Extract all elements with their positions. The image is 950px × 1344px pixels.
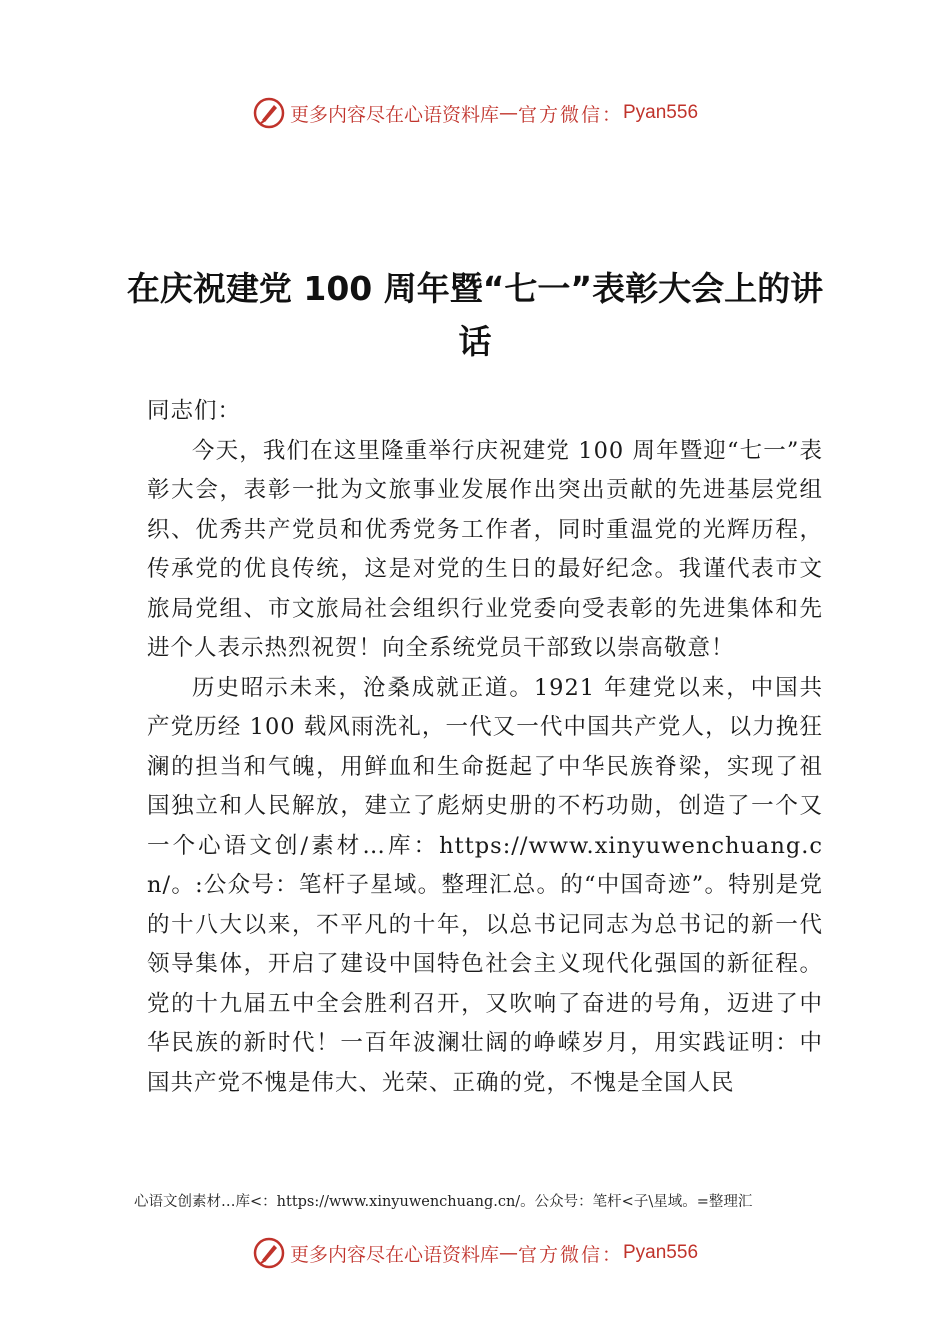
banner-separator: —	[498, 102, 518, 124]
banner-text: 更多内容尽在心语资料库	[289, 1243, 499, 1266]
document-title: 在庆祝建党 100 周年暨“七一”表彰大会上的讲话	[126, 269, 824, 361]
salutation: 同志们：	[147, 398, 242, 424]
banner-separator: —	[498, 1242, 518, 1264]
header-banner	[0, 93, 950, 133]
brand-logo-icon	[252, 96, 286, 130]
banner-wechat-label: 官方微信：	[517, 103, 623, 126]
document-body	[147, 392, 823, 1103]
paragraph-1: 今天，我们在这里隆重举行庆祝建党 100 周年暨迎“七一”表彰大会，表彰一批为文旅事业发展作出突出贡献的先进基层党组织、优秀共产党员和优秀党务工作者，同时重温党的光辉历程，传承党的优良传统，这是对党的生日的最好纪念。我谨代表市文旅局党组、市文旅局社会组织行业党委向受表彰的先进集体和先进个人表示热烈祝贺！向全系统党员干部致以崇高敬意！	[147, 437, 823, 661]
paragraph-2: 历史昭示未来，沧桑成就正道。1921 年建党以来，中国共产党历经 100 载风雨洗礼，一代又一代中国共产党人，以力挽狂澜的担当和气魄，用鲜血和生命挺起了中华民族脊梁，实现了祖国独立和人民解放，建立了彪炳史册的不朽功勋，创造了一个又一个心语文创/素材…库：https://www.xinyuwenchuang.cn/。:公众号：笔杆子星域。整理汇总。的“中国奇迹”。特别是党的十八大以来，不平凡的十年，以总书记同志为总书记的新一代领导集体，开启了建设中国特色社会主义现代化强国的新征程。党的十九届五中全会胜利召开，又吹响了奋进的号角，迈进了中华民族的新时代！一百年波澜壮阔的峥嵘岁月，用实践证明：中国共产党不愧是伟大、光荣、正确的党，不愧是全国人民	[147, 674, 823, 1096]
brand-logo-icon	[252, 1236, 286, 1270]
banner-account: Pyan556	[623, 102, 699, 123]
banner-text: 更多内容尽在心语资料库	[289, 103, 499, 126]
banner-wechat-label: 官方微信：	[517, 1243, 623, 1266]
footer-banner	[0, 1233, 950, 1273]
banner-account: Pyan556	[623, 1242, 699, 1263]
footer-watermark-text: 心语文创素材…库<：https://www.xinyuwenchuang.cn/。公众号：笔杆<子\星域。=整理汇	[134, 1194, 753, 1210]
